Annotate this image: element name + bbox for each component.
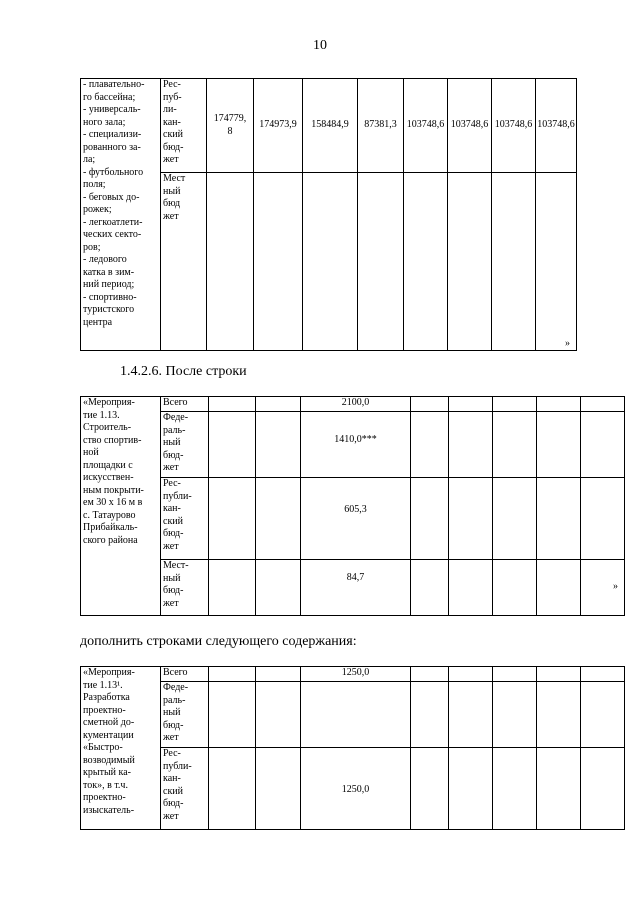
page-number: 10 — [313, 38, 327, 53]
value-cell: 174973,9 — [254, 79, 303, 173]
value-cell: 1250,0 — [301, 748, 411, 830]
value-cell: 87381,3 — [358, 79, 404, 173]
closing-quote: » — [536, 173, 577, 351]
activity-description: «Мероприя- тие 1.13. Строитель- ство спортив- ной площадки с искусствен- ным покрыти- ем 30 х 16 м в с. Татаурово Прибайкаль- ского района — [81, 397, 161, 616]
value-cell — [492, 173, 536, 351]
funding-source: Рес- пуб- ли- кан- ский бюд- жет — [161, 79, 207, 173]
value-cell: 1410,0*** — [301, 412, 411, 478]
activity-1-13-table — [80, 396, 625, 616]
value-cell — [358, 173, 404, 351]
paragraph-add-rows: дополнить строками следующего содержания: — [80, 634, 357, 649]
value-cell — [207, 173, 254, 351]
value-cell: 103748,6 — [448, 79, 492, 173]
activity-description: «Мероприя- тие 1.13¹. Разработка проектно- сметной до- кументации «Быстро- возводимый крытый ка- ток», в т.ч. проектно- изыскатель- — [81, 667, 161, 830]
funding-source: Мест- ный бюд- жет — [161, 560, 209, 616]
value-cell: 1250,0 — [301, 667, 411, 682]
value-cell: 103748,6 — [536, 79, 577, 173]
value-cell — [254, 173, 303, 351]
value-cell: 103748,6 — [492, 79, 536, 173]
paragraph-after-row: 1.4.2.6. После строки — [120, 364, 247, 379]
funding-source: Всего — [161, 667, 209, 682]
funding-source: Рес- публи- кан- ский бюд- жет — [161, 478, 209, 560]
value-cell: 2100,0 — [301, 397, 411, 412]
budget-table-continued — [80, 78, 577, 351]
funding-source: Феде- раль- ный бюд- жет — [161, 682, 209, 748]
value-cell: 605,3 — [301, 478, 411, 560]
closing-quote: » — [581, 560, 625, 616]
funding-source: Рес- публи- кан- ский бюд- жет — [161, 748, 209, 830]
value-cell: 103748,6 — [404, 79, 448, 173]
funding-source: Всего — [161, 397, 209, 412]
value-cell: 84,7 — [301, 560, 411, 616]
value-cell: 174779, 8 — [207, 79, 254, 173]
value-cell: 158484,9 — [303, 79, 358, 173]
funding-source: Феде- раль- ный бюд- жет — [161, 412, 209, 478]
value-cell — [448, 173, 492, 351]
funding-source: Мест ный бюд жет — [161, 173, 207, 351]
value-cell — [303, 173, 358, 351]
activity-description: - плавательно- го бассейна; - универсаль- ного зала; - специализи- рованного за- ла; - футбольного поля; - беговых до- рожек; - легкоатлети- ческих секто- ров; - ледового катка в зим- ний период; - спортивно- туристского центра — [81, 79, 161, 351]
value-cell — [404, 173, 448, 351]
activity-1-13-1-table — [80, 666, 625, 830]
